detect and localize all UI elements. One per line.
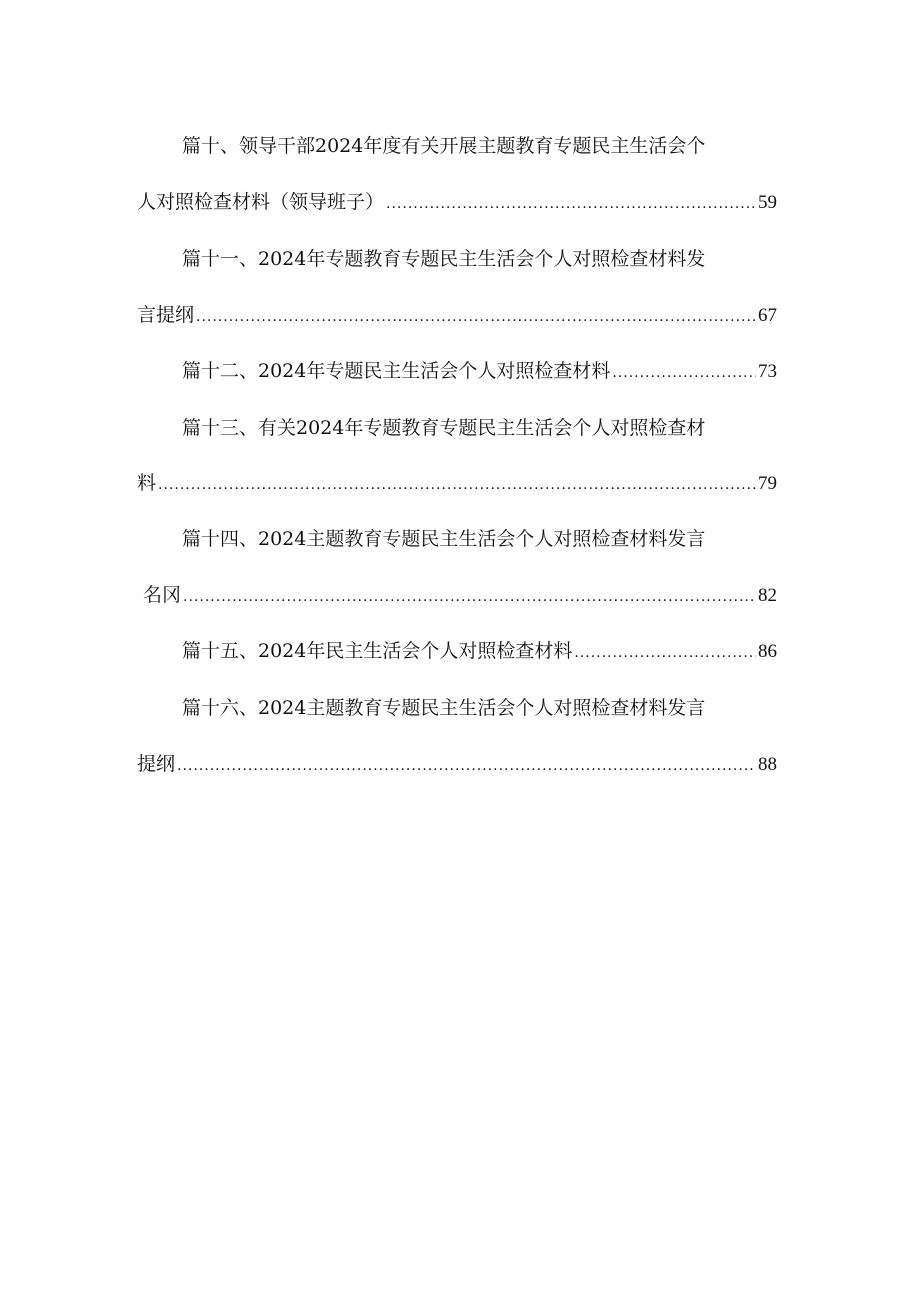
toc-entry-text: 人对照检查材料（领导班子） [137,191,385,213]
page-number: 59 [758,192,777,213]
toc-entry-text: 言提纲 [137,304,195,326]
page-number: 86 [758,641,777,662]
toc-entry-16-continuation[interactable] [137,750,777,778]
toc-entry-12[interactable] [182,357,777,385]
dot-leader [183,583,756,611]
page-number: 67 [758,305,777,326]
dot-leader [177,752,756,780]
toc-entry-14-title[interactable]: 篇十四、2024主题教育专题民主生活会个人对照检查材料发言 [182,528,706,550]
toc-entry-text: 提纲 [137,753,176,775]
page-number: 88 [758,754,777,775]
toc-entry-text: 篇十五、2024年民主生活会个人对照检查材料 [182,640,573,662]
toc-entry-14-continuation[interactable] [137,581,777,609]
page-number: 82 [758,585,777,606]
dot-leader [196,303,756,331]
dot-leader [574,639,756,667]
toc-entry-13-title[interactable]: 篇十三、有关2024年专题教育专题民主生活会个人对照检查材 [182,417,706,439]
toc-entry-11-continuation[interactable] [137,301,777,329]
dot-leader [386,190,756,218]
toc-entry-13-continuation[interactable] [137,469,777,497]
page-number: 79 [758,473,777,494]
toc-entry-10-continuation[interactable] [137,188,777,216]
toc-entry-text: 篇十二、2024年专题民主生活会个人对照检查材料 [182,360,611,382]
toc-entry-text: 料 [137,472,157,494]
dot-leader [612,359,756,387]
dot-leader [158,471,756,499]
toc-entry-11-title[interactable]: 篇十一、2024年专题教育专题民主生活会个人对照检查材料发 [182,248,706,270]
page-number: 73 [758,361,777,382]
toc-entry-16-title[interactable]: 篇十六、2024主题教育专题民主生活会个人对照检查材料发言 [182,697,706,719]
toc-entry-15[interactable] [182,637,777,665]
toc-entry-10-title[interactable]: 篇十、领导干部2024年度有关开展主题教育专题民主生活会个 [182,135,706,157]
toc-entry-text: 名冈 [137,584,182,606]
